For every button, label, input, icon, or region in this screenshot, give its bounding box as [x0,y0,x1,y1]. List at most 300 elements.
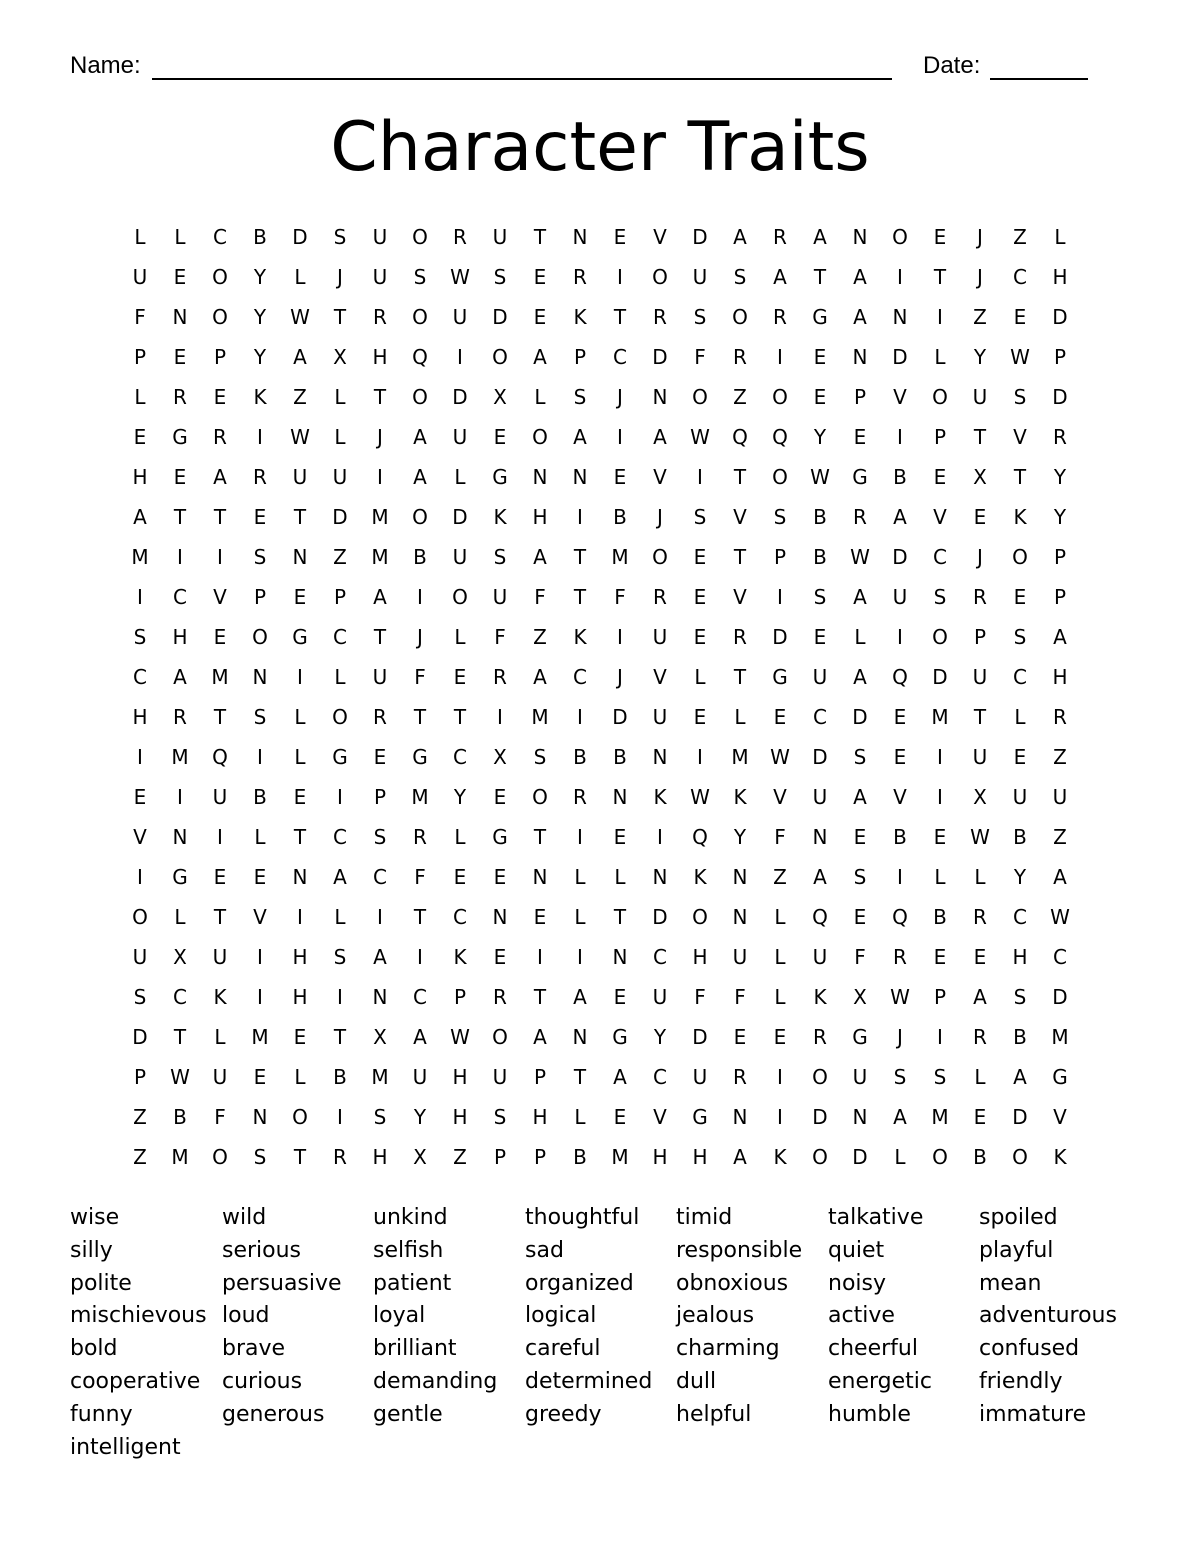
grid-letter: T [293,1145,307,1169]
grid-letter: U [452,305,468,329]
grid-letter: H [1012,945,1028,969]
grid-letter: U [132,945,148,969]
grid-letter: A [973,985,987,1009]
grid-letter: R [573,265,587,289]
word-list-item: active [828,1303,895,1329]
grid-letter: S [373,1105,387,1129]
grid-letter: I [337,1105,343,1129]
grid-letter: R [1053,705,1067,729]
grid-letter: E [933,465,947,489]
grid-letter: H [532,1105,548,1129]
grid-letter: J [897,1025,903,1049]
grid-letter: H [452,1065,468,1089]
grid-letter: I [897,425,903,449]
grid-letter: O [292,1105,308,1129]
grid-letter: A [373,585,387,609]
grid-letter: I [137,585,143,609]
grid-letter: U [852,1065,868,1089]
grid-letter: J [377,425,383,449]
grid-letter: L [974,865,986,889]
grid-letter: E [893,745,907,769]
grid-letter: E [933,945,947,969]
grid-letter: R [973,1025,987,1049]
grid-letter: I [617,625,623,649]
grid-letter: A [413,425,427,449]
grid-letter: H [372,1145,388,1169]
grid-letter: E [293,1025,307,1049]
grid-letter: Q [892,665,908,689]
grid-letter: J [337,265,343,289]
word-list-item: jealous [676,1303,755,1329]
grid-letter: G [172,865,188,889]
grid-letter: L [1014,705,1026,729]
grid-letter: R [653,585,667,609]
grid-letter: P [573,345,587,369]
grid-letter: T [573,545,587,569]
grid-letter: C [213,225,227,249]
grid-letter: B [813,545,827,569]
grid-letter: M [611,545,629,569]
grid-letter: I [777,1105,783,1129]
grid-letter: J [617,385,623,409]
grid-letter: C [933,545,947,569]
grid-letter: I [297,665,303,689]
grid-letter: I [537,945,543,969]
grid-letter: E [693,705,707,729]
grid-letter: R [853,505,867,529]
grid-letter: O [652,545,668,569]
grid-letter: U [652,985,668,1009]
grid-letter: I [337,785,343,809]
grid-letter: T [333,305,347,329]
grid-letter: Y [813,425,827,449]
grid-letter: L [694,665,706,689]
grid-letter: S [253,1145,267,1169]
grid-letter: K [773,1145,787,1169]
grid-letter: I [377,465,383,489]
grid-letter: A [853,265,867,289]
grid-letter: D [492,305,508,329]
grid-letter: L [574,865,586,889]
grid-letter: B [253,225,267,249]
grid-letter: H [532,505,548,529]
grid-letter: K [813,985,827,1009]
grid-letter: S [253,705,267,729]
grid-letter: T [373,625,387,649]
grid-letter: C [613,345,627,369]
grid-letter: S [493,265,507,289]
grid-letter: I [937,1025,943,1049]
grid-letter: R [773,305,787,329]
grid-letter: D [692,1025,708,1049]
grid-letter: E [853,425,867,449]
grid-letter: T [213,505,227,529]
grid-letter: X [333,345,347,369]
name-field[interactable] [152,78,892,80]
grid-letter: O [932,1145,948,1169]
grid-letter: Y [1013,865,1027,889]
grid-letter: O [212,1145,228,1169]
grid-letter: M [371,505,389,529]
grid-letter: E [293,785,307,809]
grid-letter: R [773,225,787,249]
grid-letter: U [292,465,308,489]
grid-letter: Z [133,1145,147,1169]
grid-letter: W [810,465,830,489]
word-list-item: thoughtful [525,1205,640,1230]
grid-letter: I [577,705,583,729]
grid-letter: P [253,585,267,609]
grid-letter: C [333,825,347,849]
grid-letter: I [257,945,263,969]
grid-letter: D [852,1145,868,1169]
grid-letter: L [334,425,346,449]
grid-row [120,497,1080,537]
grid-letter: M [251,1025,269,1049]
grid-letter: L [294,1065,306,1089]
grid-letter: F [734,985,746,1009]
grid-letter: T [573,585,587,609]
grid-letter: N [252,665,268,689]
grid-letter: U [812,785,828,809]
grid-row [120,857,1080,897]
grid-letter: A [533,1025,547,1049]
grid-letter: N [812,825,828,849]
grid-letter: L [334,385,346,409]
grid-letter: I [937,305,943,329]
grid-letter: I [697,465,703,489]
grid-letter: C [573,665,587,689]
grid-letter: P [533,1145,547,1169]
word-list-item: adventurous [979,1303,1117,1329]
grid-row [120,977,1080,1017]
grid-letter: N [612,785,628,809]
grid-letter: I [417,945,423,969]
grid-row [120,217,1080,257]
grid-letter: R [733,625,747,649]
grid-letter: Z [733,385,747,409]
grid-letter: I [617,425,623,449]
word-list-item: polite [70,1270,132,1296]
grid-letter: E [733,1025,747,1049]
grid-letter: W [690,425,710,449]
grid-letter: L [294,745,306,769]
grid-letter: X [373,1025,387,1049]
grid-letter: E [293,585,307,609]
grid-letter: I [297,905,303,929]
grid-letter: I [697,745,703,769]
grid-letter: Z [533,625,547,649]
grid-letter: M [371,545,389,569]
grid-letter: A [173,665,187,689]
grid-letter: I [777,1065,783,1089]
grid-letter: U [812,945,828,969]
grid-letter: R [373,305,387,329]
word-list-item: talkative [828,1205,924,1230]
date-field[interactable] [990,78,1088,80]
grid-letter: O [212,265,228,289]
grid-letter: A [733,1145,747,1169]
grid-letter: E [453,865,467,889]
grid-letter: O [492,345,508,369]
grid-letter: O [1012,1145,1028,1169]
grid-letter: I [337,985,343,1009]
grid-letter: C [133,665,147,689]
grid-letter: T [613,905,627,929]
grid-letter: N [732,905,748,929]
grid-letter: A [853,305,867,329]
word-list-item: helpful [676,1401,752,1427]
word-list-item: immature [979,1401,1087,1427]
grid-letter: E [213,865,227,889]
grid-letter: X [493,745,507,769]
grid-letter: A [613,1065,627,1089]
word-list-item: funny [70,1401,133,1427]
grid-letter: B [1013,825,1027,849]
grid-letter: U [212,945,228,969]
grid-letter: B [613,745,627,769]
grid-letter: K [253,385,267,409]
grid-letter: L [774,985,786,1009]
grid-letter: P [493,1145,507,1169]
grid-letter: M [371,1065,389,1089]
grid-letter: N [652,385,668,409]
grid-letter: I [937,785,943,809]
grid-letter: D [812,1105,828,1129]
word-list-item: organized [525,1270,634,1296]
grid-letter: E [973,945,987,969]
grid-letter: U [332,465,348,489]
grid-letter: R [213,425,227,449]
grid-letter: F [494,625,506,649]
grid-letter: U [452,545,468,569]
grid-letter: A [413,1025,427,1049]
grid-letter: W [690,785,710,809]
grid-letter: U [892,585,908,609]
grid-letter: E [813,345,827,369]
grid-letter: M [731,745,749,769]
grid-letter: D [332,505,348,529]
grid-letter: O [452,585,468,609]
grid-letter: B [333,1065,347,1089]
grid-letter: N [172,305,188,329]
grid-letter: R [493,665,507,689]
grid-letter: U [492,585,508,609]
grid-letter: U [692,1065,708,1089]
grid-letter: L [134,225,146,249]
grid-letter: L [974,1065,986,1089]
grid-letter: E [1013,585,1027,609]
grid-letter: H [292,945,308,969]
grid-letter: X [413,1145,427,1169]
word-list-item: confused [979,1336,1080,1362]
grid-letter: E [253,505,267,529]
word-list-item: greedy [525,1401,602,1427]
grid-letter: E [973,1105,987,1129]
grid-letter: V [1053,1105,1067,1129]
grid-letter: N [292,865,308,889]
grid-letter: L [454,825,466,849]
grid-letter: A [373,945,387,969]
word-list [70,1202,1170,1482]
grid-letter: O [492,1025,508,1049]
word-list-item: mean [979,1270,1042,1296]
grid-row [120,777,1080,817]
grid-letter: K [453,945,467,969]
grid-letter: E [493,865,507,889]
grid-letter: F [414,865,426,889]
grid-letter: W [890,985,910,1009]
grid-letter: O [932,625,948,649]
grid-letter: O [692,905,708,929]
grid-row [120,337,1080,377]
grid-letter: D [1052,385,1068,409]
grid-letter: Z [453,1145,467,1169]
grid-letter: I [257,425,263,449]
grid-letter: H [132,465,148,489]
grid-letter: B [1013,1025,1027,1049]
grid-letter: U [972,665,988,689]
grid-letter: A [333,865,347,889]
grid-letter: M [171,1145,189,1169]
grid-letter: Z [293,385,307,409]
grid-letter: Z [973,305,987,329]
grid-letter: O [412,225,428,249]
grid-letter: U [452,425,468,449]
grid-letter: N [652,745,668,769]
grid-letter: E [773,705,787,729]
grid-letter: R [893,945,907,969]
grid-row [120,537,1080,577]
grid-letter: H [452,1105,468,1129]
grid-letter: I [217,545,223,569]
word-list-item: energetic [828,1369,933,1394]
word-list-item: patient [373,1270,452,1296]
grid-letter: T [733,665,747,689]
grid-row [120,1137,1080,1177]
grid-letter: E [173,265,187,289]
grid-letter: K [1053,1145,1067,1169]
word-list-item: wild [222,1205,267,1230]
grid-letter: O [252,625,268,649]
grid-letter: E [613,1105,627,1129]
grid-letter: S [333,225,347,249]
grid-letter: U [732,945,748,969]
grid-letter: V [653,225,667,249]
grid-letter: H [692,1145,708,1169]
grid-letter: V [133,825,147,849]
grid-letter: H [652,1145,668,1169]
grid-letter: J [617,665,623,689]
grid-letter: U [132,265,148,289]
grid-letter: B [893,825,907,849]
grid-letter: T [413,705,427,729]
word-list-item: determined [525,1369,653,1394]
grid-letter: R [573,785,587,809]
grid-letter: L [294,705,306,729]
grid-letter: C [1013,665,1027,689]
grid-letter: K [1013,505,1027,529]
grid-letter: P [773,545,787,569]
grid-letter: O [412,505,428,529]
grid-letter: L [574,905,586,929]
grid-letter: G [852,1025,868,1049]
grid-letter: E [613,225,627,249]
grid-letter: B [173,1105,187,1129]
grid-letter: N [372,985,388,1009]
grid-letter: O [772,465,788,489]
grid-letter: I [177,545,183,569]
grid-letter: M [411,785,429,809]
grid-letter: S [853,865,867,889]
grid-letter: D [452,505,468,529]
grid-letter: A [213,465,227,489]
grid-letter: T [173,1025,187,1049]
grid-letter: N [172,825,188,849]
grid-letter: M [611,1145,629,1169]
grid-letter: N [852,345,868,369]
grid-letter: N [852,225,868,249]
grid-letter: R [813,1025,827,1049]
grid-letter: F [854,945,866,969]
grid-letter: X [973,785,987,809]
grid-letter: L [774,945,786,969]
grid-letter: N [572,1025,588,1049]
grid-letter: W [450,1025,470,1049]
word-list-item: dull [676,1369,717,1394]
grid-letter: Y [973,345,987,369]
word-list-item: curious [222,1369,303,1394]
word-search-grid [120,217,1080,1177]
grid-letter: B [253,785,267,809]
grid-letter: Z [1053,825,1067,849]
word-list-item: wise [70,1205,120,1230]
grid-letter: V [653,665,667,689]
grid-letter: L [894,1145,906,1169]
grid-letter: I [137,745,143,769]
word-list-item: silly [70,1237,113,1263]
grid-letter: O [132,905,148,929]
grid-letter: E [693,625,707,649]
grid-letter: X [853,985,867,1009]
grid-letter: S [253,545,267,569]
grid-letter: G [772,665,788,689]
grid-letter: U [212,785,228,809]
grid-letter: H [172,625,188,649]
grid-letter: P [133,345,147,369]
grid-letter: R [173,705,187,729]
grid-letter: C [413,985,427,1009]
grid-letter: W [770,745,790,769]
grid-letter: O [212,305,228,329]
grid-letter: C [1053,945,1067,969]
grid-letter: A [1013,1065,1027,1089]
grid-letter: S [773,505,787,529]
grid-letter: H [692,945,708,969]
grid-letter: Z [773,865,787,889]
date-label: Date: [923,52,981,79]
grid-letter: E [613,825,627,849]
grid-letter: L [254,825,266,849]
grid-letter: A [1053,625,1067,649]
grid-letter: U [652,705,668,729]
grid-letter: P [973,625,987,649]
grid-letter: W [1050,905,1070,929]
grid-letter: J [977,545,983,569]
grid-letter: U [652,625,668,649]
grid-letter: L [294,265,306,289]
grid-letter: S [133,985,147,1009]
